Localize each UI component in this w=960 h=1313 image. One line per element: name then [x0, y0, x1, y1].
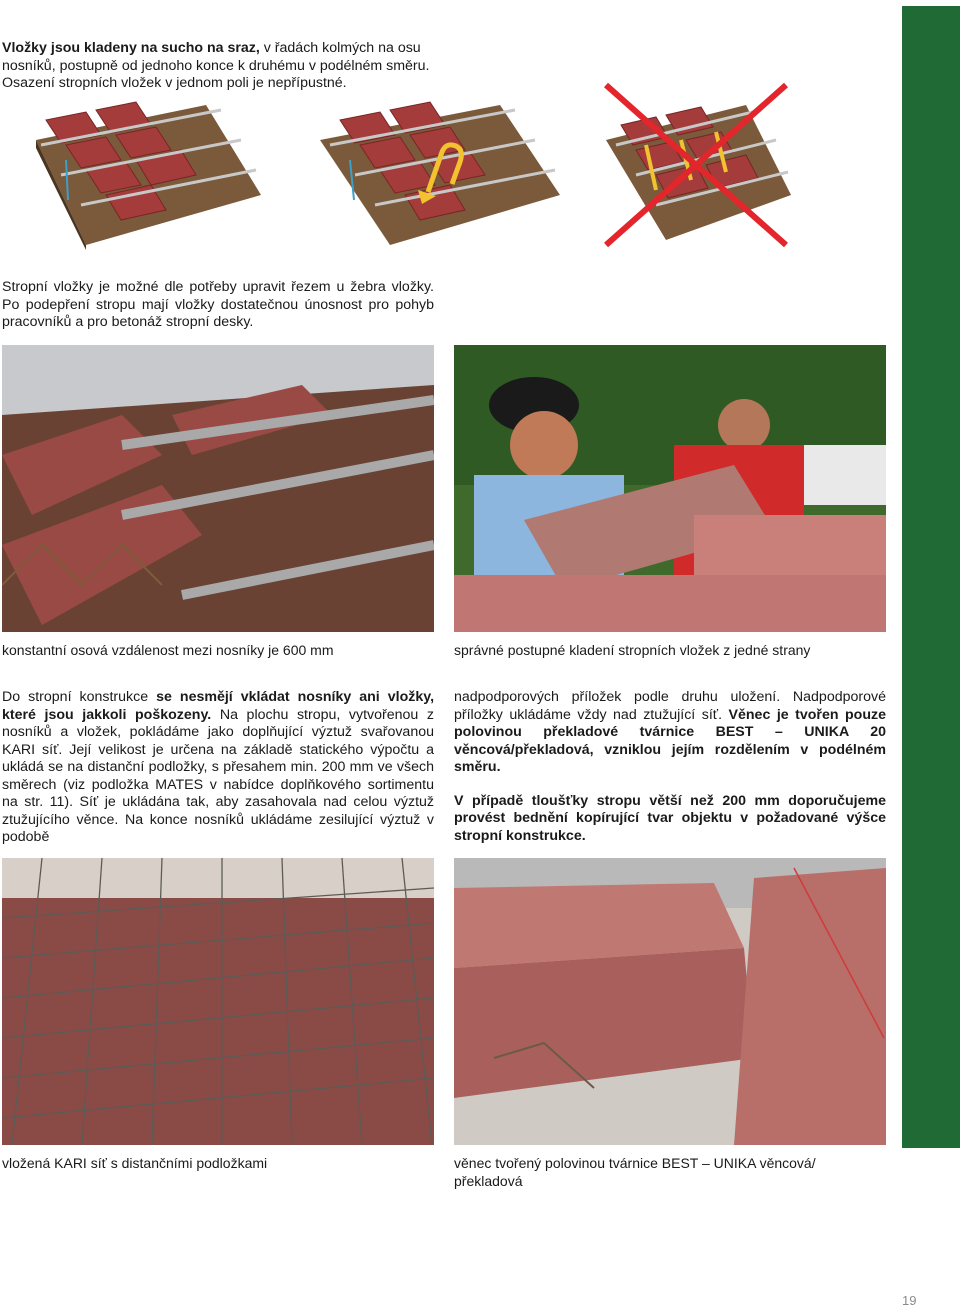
body-left-bold: se nesmějí vkládat nosníky ani vložky, které jsou jakkoli poškozeny.	[2, 689, 435, 723]
intro-rest: v řadách kolmých na osu nosníků, postupně od jednoho konce k druhému v podélném směru. Osazení stropních vložek v jednom poli je nepřípustné.	[2, 40, 430, 91]
body-left-text-1: Do stropní konstrukce	[2, 689, 157, 705]
diagram-incorrect-laying	[596, 80, 796, 250]
caption-ring-beam: věnec tvořený polovinou tvárnice BEST – UNIKA věncová/ překladová	[454, 1155, 816, 1189]
caption-kari-mesh: vložená KARI síť s distančními podložkami	[2, 1155, 268, 1171]
intro-paragraph-1	[2, 40, 434, 93]
diagram-correct-laying-1	[6, 100, 266, 250]
photo-beam-spacing	[2, 345, 434, 632]
body-left-text-2: Na plochu stropu, vytvořenou z nosníků a vložek, pokládáme jako doplňující výztuž svařovanou KARI síť. Její velikost je určena na základě statického výpočtu a ukládá se na distanční podložky, s přesahem min. 200 mm ve všech směrech (viz podložka MATES v nabídce doplňkového sortimentu na str. 11). Síť je ukládána tak, aby zasahovala nad celou výztuž ztužujícího věnce. Na konce nosníků ukládáme zesilující výztuž v podobě	[2, 706, 434, 845]
body-text-right	[454, 689, 886, 845]
intro-bold: Vložky jsou kladeny na sucho na sraz,	[2, 40, 260, 56]
body-right-text-1: nadpodporových příložek podle druhu uložení. Nadpodporové příložky ukládáme vždy nad ztužující síť.	[454, 689, 886, 723]
caption-workers: správné postupné kladení stropních vložek z jedné strany	[454, 642, 811, 658]
caption-beam-spacing: konstantní osová vzdálenost mezi nosníky je 600 mm	[2, 642, 334, 658]
body-right-paragraph-2	[454, 793, 886, 846]
intro-paragraph-2: Stropní vložky je možné dle potřeby upravit řezem u žebra vložky. Po podepření stropu mají vložky dostatečnou únosnost pro pohyb pracovníků a pro betonáž stropní desky.	[2, 279, 434, 330]
photo-workers-laying	[454, 345, 886, 632]
diagram-correct-laying-2	[310, 100, 570, 250]
body-right-bold: Věnec je tvořen pouze polovinou překladové tvárnice BEST – UNIKA 20 věncová/překladová, vzniklou jejím rozdělením v podélném směru.	[454, 706, 886, 775]
body-right-bold-2: V případě tloušťky stropu větší než 200 mm doporučujeme provést bednění kopírující tvar objektu v požadované výšce stropní konstrukce.	[454, 792, 886, 844]
body-text-left	[2, 689, 434, 847]
page-number: 19	[902, 1293, 917, 1308]
photo-ring-beam	[454, 858, 886, 1145]
photo-kari-mesh	[2, 858, 434, 1145]
green-side-bar	[902, 6, 960, 1148]
